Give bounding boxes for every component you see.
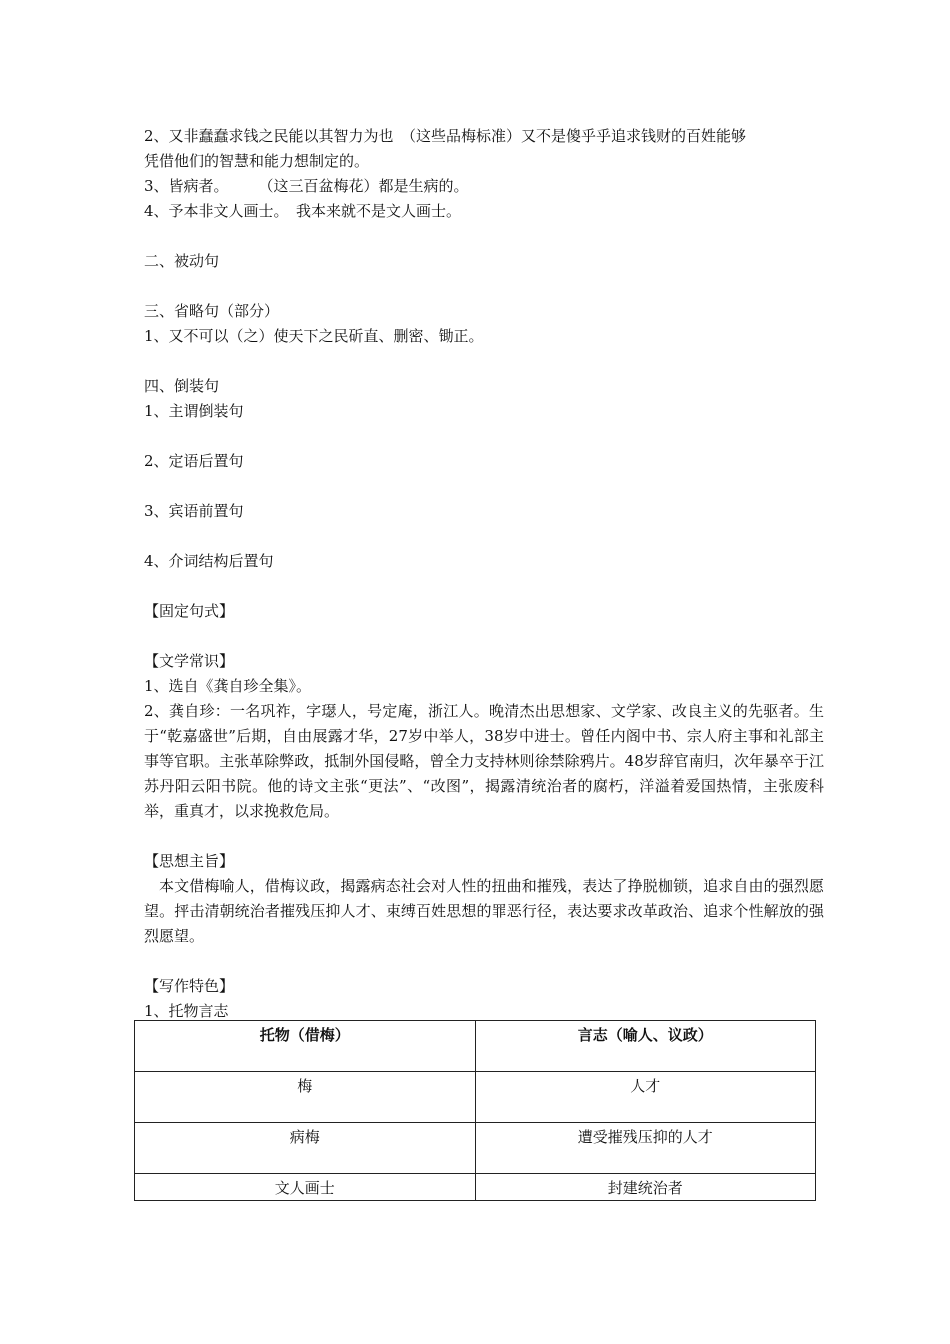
spacer [144,824,824,849]
table-row [135,1123,816,1174]
heading-writing: 【写作特色】 [144,977,235,995]
heading-inversion: 四、倒装句 [144,377,220,395]
inversion-item-1: 1、主谓倒装句 [144,402,244,420]
spacer [144,474,824,499]
spacer [144,624,824,649]
theme-body: 本文借梅喻人，借梅议政，揭露病态社会对人性的扭曲和摧残，表达了挣脱枷锁，追求自由的强烈愿望。抨击清朝统治者摧残压抑人才、束缚百姓思想的罪恶行径，表达要求改革政治、追求个性解放的强烈愿望。 [144,877,824,945]
table-cell: 封建统治者 [475,1174,816,1201]
spacer [144,224,824,249]
literature-item-2: 2、龚自珍：一名巩祚，字璱人，号定庵，浙江人。晚清杰出思想家、文学家、改良主义的先驱者。生于“乾嘉盛世”后期，自由展露才华，27岁中举人，38岁中进士。曾任内阁中书、宗人府主事和礼部主事等官职。主张革除弊政，抵制外国侵略，曾全力支持林则徐禁除鸦片。48岁辞官南归，次年暴卒于江苏丹阳云阳书院。他的诗文主张“更法”、“改图”，揭露清统治者的腐朽，洋溢着爱国热情，主张废科举，重真才，以求挽救危局。 [144,702,824,820]
document-body [144,124,824,1024]
table-header-row [135,1021,816,1072]
inversion-item-2: 2、定语后置句 [144,452,244,470]
table-header-cell: 言志（喻人、议政） [475,1021,816,1072]
inversion-item-4: 4、介词结构后置句 [144,552,274,570]
heading-theme: 【思想主旨】 [144,852,235,870]
omission-item-1: 1、又不可以（之）使天下之民斫直、删密、锄正。 [144,327,484,345]
table-row [135,1174,816,1201]
sentence-item-2: 2、又非蠢蠢求钱之民能以其智力为也 （这些品梅标准）又不是傻乎乎追求钱财的百姓能够 [144,127,747,145]
sentence-item-3: 3、皆病者。 （这三百盆梅花）都是生病的。 [144,177,469,195]
sentence-item-2-continued: 凭借他们的智慧和能力想制定的。 [144,152,370,170]
writing-item-1: 1、托物言志 [144,1002,229,1020]
spacer [144,424,824,449]
table-row [135,1072,816,1123]
table-cell: 文人画士 [135,1174,476,1201]
heading-passive: 二、被动句 [144,252,220,270]
spacer [144,274,824,299]
table-cell: 梅 [135,1072,476,1123]
metaphor-table [134,1020,816,1201]
heading-literature: 【文学常识】 [144,652,235,670]
table-cell: 遭受摧残压抑的人才 [475,1123,816,1174]
table-header-cell: 托物（借梅） [135,1021,476,1072]
heading-omission: 三、省略句（部分） [144,302,280,320]
spacer [144,574,824,599]
table-cell: 病梅 [135,1123,476,1174]
spacer [144,524,824,549]
sentence-item-4: 4、予本非文人画士。 我本来就不是文人画士。 [144,202,462,220]
heading-fixed-patterns: 【固定句式】 [144,602,235,620]
spacer [144,949,824,974]
spacer [144,349,824,374]
literature-item-1: 1、选自《龚自珍全集》。 [144,677,312,695]
table-cell: 人才 [475,1072,816,1123]
inversion-item-3: 3、宾语前置句 [144,502,244,520]
